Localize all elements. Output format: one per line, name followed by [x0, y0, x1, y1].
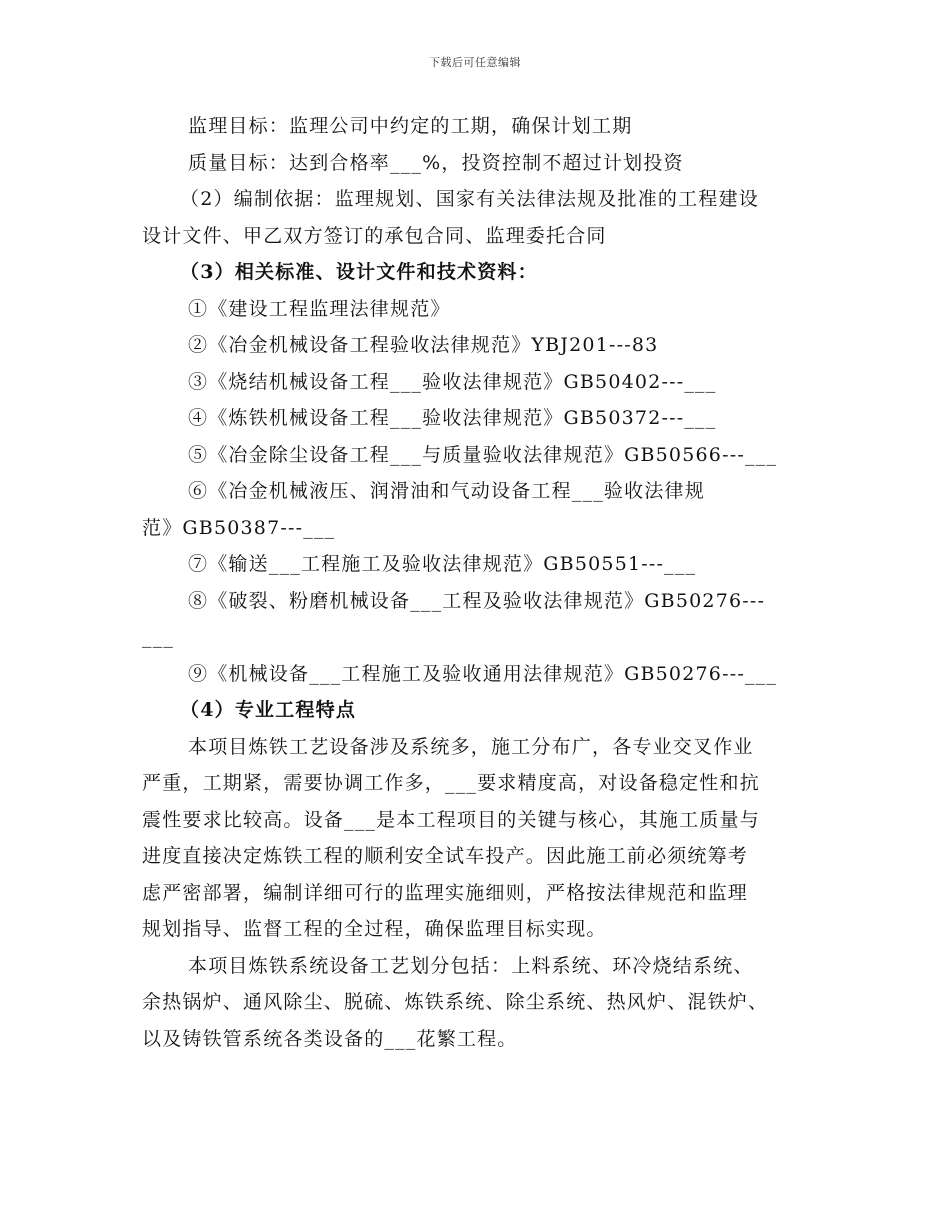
text-line: 虑严密部署，编制详细可行的监理实施细则，严格按法律规范和监理	[142, 881, 749, 904]
text-line: 规划指导、监督工程的全过程，确保监理目标实现。	[142, 918, 607, 940]
text-line: ④《炼铁机械设备工程___验收法律规范》GB50372---___	[188, 407, 717, 429]
text-line: 以及铸铁管系统各类设备的___花繁工程。	[142, 1027, 518, 1050]
text-line: 范》GB50387---___	[142, 516, 336, 539]
text-line: ⑧《破裂、粉磨机械设备___工程及验收法律规范》GB50276---	[188, 589, 766, 612]
text-line: 进度直接决定炼铁工程的顺利安全试车投产。因此施工前必须统筹考	[142, 845, 749, 867]
text-line: ⑨《机械设备___工程施工及验收通用法律规范》GB50276---___	[188, 662, 778, 685]
text-line: ___	[142, 626, 175, 648]
text-line: 余热锅炉、通风除尘、脱硫、炼铁系统、除尘系统、热风炉、混铁炉、	[142, 991, 769, 1013]
text-line: 严重，工期紧，需要协调工作多，___要求精度高，对设备稳定性和抗	[142, 772, 760, 794]
text-line: 监理目标：监理公司中约定的工期，确保计划工期	[188, 115, 633, 137]
text-line: ⑤《冶金除尘设备工程___与质量验收法律规范》GB50566---___	[188, 443, 778, 466]
text-line: 震性要求比较高。设备___是本工程项目的关键与核心，其施工质量与	[142, 808, 760, 831]
text-line: ⑥《冶金机械液压、润滑油和气动设备工程___验收法律规	[188, 480, 705, 502]
text-line: ③《烧结机械设备工程___验收法律规范》GB50402---___	[188, 370, 717, 393]
text-line: （2）编制依据：监理规划、国家有关法律法规及批准的工程建设	[180, 188, 759, 210]
text-line: ②《冶金机械设备工程验收法律规范》YBJ201---83	[188, 334, 659, 356]
text-line: ⑦《输送___工程施工及验收法律规范》GB50551---___	[188, 553, 697, 575]
text-line: 本项目炼铁工艺设备涉及系统多，施工分布广，各专业交叉作业	[188, 735, 754, 758]
text-line: ①《建设工程监理法律规范》	[188, 297, 451, 320]
text-line: 设计文件、甲乙双方签订的承包合同、监理委托合同	[142, 224, 607, 247]
document-body	[142, 108, 810, 1057]
section-heading: （3）相关标准、设计文件和技术资料：	[180, 261, 538, 283]
section-heading: （4）专业工程特点	[180, 699, 357, 721]
text-line: 质量目标：达到合格率___%，投资控制不超过计划投资	[188, 151, 684, 174]
text-line: 本项目炼铁系统设备工艺划分包括：上料系统、环冷烧结系统、	[188, 954, 754, 977]
page-header: 下载后可任意编辑	[429, 56, 521, 69]
